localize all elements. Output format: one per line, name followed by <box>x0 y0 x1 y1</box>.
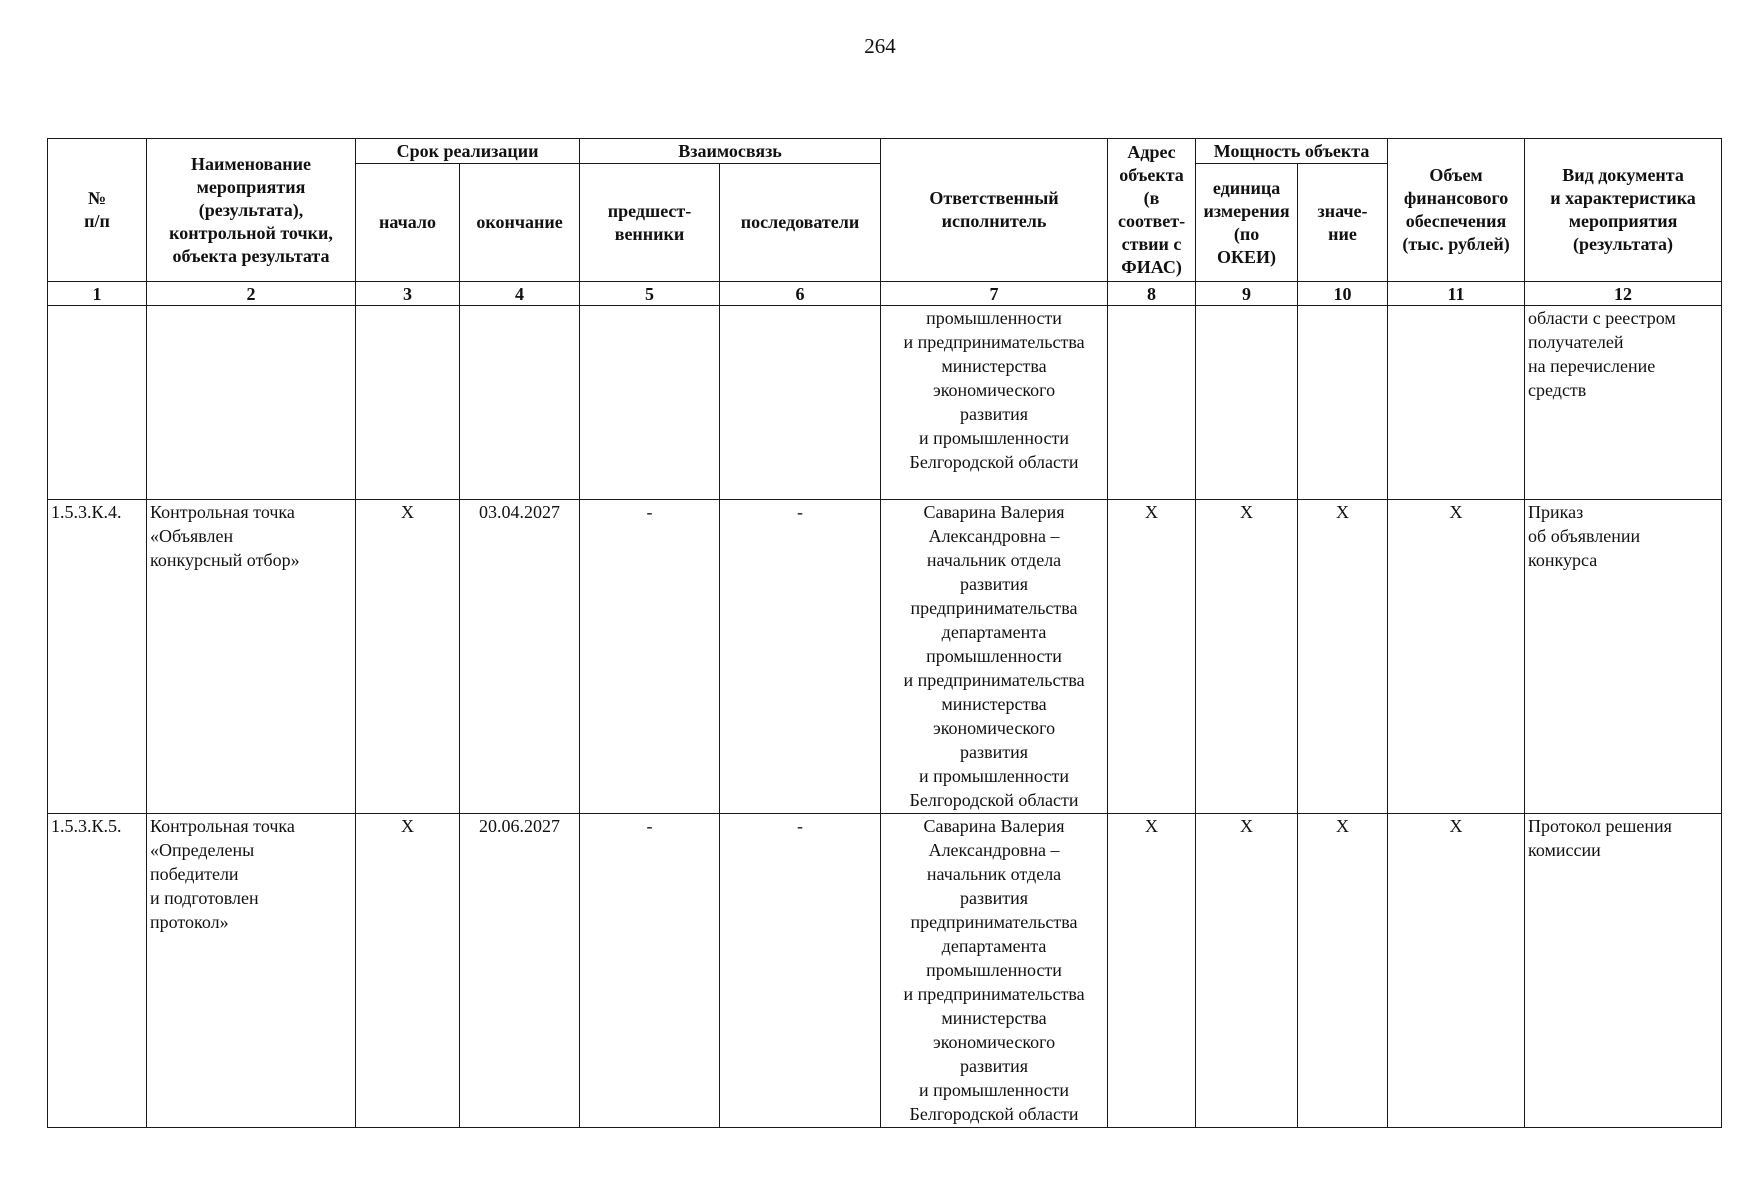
column-number: 1 <box>48 282 147 306</box>
text-line: конкурса <box>1528 550 1598 570</box>
header-term-start: начало <box>356 164 460 282</box>
column-number: 9 <box>1196 282 1298 306</box>
text-line: Приказ <box>1528 502 1584 522</box>
row-start <box>356 306 460 500</box>
column-number: 2 <box>147 282 356 306</box>
text-line: № <box>87 188 107 208</box>
text-line: и промышленности <box>919 766 1069 786</box>
header-doc-type <box>1525 139 1722 282</box>
row-value: X <box>1298 814 1388 1128</box>
text-line: измерения <box>1203 200 1290 221</box>
header-term-end: окончание <box>460 164 580 282</box>
text-line: контрольной точки, <box>169 222 333 243</box>
row-address: X <box>1108 500 1196 814</box>
row-responsible <box>881 500 1108 814</box>
column-number-row <box>48 282 1722 306</box>
table-row <box>48 814 1722 1128</box>
row-prev: - <box>580 814 720 1128</box>
text-line: департамента <box>941 622 1047 642</box>
text-line: ОКЕИ) <box>1217 246 1277 267</box>
text-line: экономического <box>932 380 1056 400</box>
text-line: средств <box>1528 380 1587 400</box>
text-line: значе- <box>1317 200 1368 221</box>
measures-table <box>47 138 1722 1128</box>
row-end <box>460 306 580 500</box>
row-unit <box>1196 306 1298 500</box>
row-address: X <box>1108 814 1196 1128</box>
text-line: начальник отдела <box>926 864 1062 884</box>
text-line: промышленности <box>926 960 1062 980</box>
row-next: - <box>720 500 881 814</box>
text-line: единица <box>1212 177 1281 198</box>
text-line: Наименование <box>191 153 311 174</box>
text-line: венники <box>614 223 685 244</box>
text-line: Протокол решения <box>1528 816 1672 836</box>
text-line: предпринимательства <box>910 912 1078 932</box>
column-number: 10 <box>1298 282 1388 306</box>
text-line: и предпринимательства <box>903 670 1085 690</box>
text-line: Контрольная точка <box>150 816 295 836</box>
column-number: 3 <box>356 282 460 306</box>
row-end: 03.04.2027 <box>460 500 580 814</box>
header-capacity-unit <box>1196 164 1298 282</box>
text-line: обеспечения <box>1405 211 1507 231</box>
header-term-group: Срок реализации <box>356 139 580 164</box>
text-line: (результата), <box>198 199 304 220</box>
text-line: мероприятия <box>1568 211 1678 231</box>
text-line: протокол» <box>150 912 229 932</box>
text-line: области с реестром <box>1528 308 1676 328</box>
column-number: 11 <box>1388 282 1525 306</box>
row-prev: - <box>580 500 720 814</box>
row-num: 1.5.3.К.5. <box>48 814 147 1128</box>
text-line: исполнитель <box>941 211 1047 231</box>
text-line: Саварина Валерия <box>923 502 1065 522</box>
text-line: развития <box>960 1056 1029 1076</box>
row-start: X <box>356 814 460 1128</box>
row-responsible <box>881 814 1108 1128</box>
text-line: (по <box>1233 223 1260 244</box>
row-doc <box>1525 500 1722 814</box>
text-line: промышленности <box>926 308 1062 328</box>
row-responsible <box>881 306 1108 500</box>
text-line: Контрольная точка <box>150 502 295 522</box>
row-finance: X <box>1388 500 1525 814</box>
text-line: Объем <box>1429 165 1483 185</box>
header-link-next: последователи <box>720 164 881 282</box>
row-doc <box>1525 306 1722 500</box>
header-address <box>1108 139 1196 282</box>
row-finance: X <box>1388 814 1525 1128</box>
header-link-group: Взаимосвязь <box>580 139 881 164</box>
row-value: X <box>1298 500 1388 814</box>
row-finance <box>1388 306 1525 500</box>
text-line: объекта <box>1119 165 1184 185</box>
text-line: соответ- <box>1117 211 1186 231</box>
text-line: и предпринимательства <box>903 332 1085 352</box>
column-number: 7 <box>881 282 1108 306</box>
text-line: на перечисление <box>1528 356 1656 376</box>
column-number: 8 <box>1108 282 1196 306</box>
column-number: 5 <box>580 282 720 306</box>
column-number: 12 <box>1525 282 1722 306</box>
text-line: промышленности <box>926 646 1062 666</box>
text-line: Александровна – <box>928 526 1060 546</box>
row-next: - <box>720 814 881 1128</box>
text-line: предшест- <box>607 200 692 221</box>
text-line: и предпринимательства <box>903 984 1085 1004</box>
row-unit: X <box>1196 500 1298 814</box>
text-line: развития <box>960 574 1029 594</box>
text-line: Вид документа <box>1562 165 1684 185</box>
text-line: предпринимательства <box>910 598 1078 618</box>
text-line: министерства <box>941 694 1047 714</box>
header-responsible <box>881 139 1108 282</box>
header-capacity-value <box>1298 164 1388 282</box>
text-line: и подготовлен <box>150 888 259 908</box>
row-value <box>1298 306 1388 500</box>
text-line: развития <box>960 742 1029 762</box>
text-line: победители <box>150 864 239 884</box>
row-name <box>147 306 356 500</box>
text-line: «Объявлен <box>150 526 234 546</box>
text-line: начальник отдела <box>926 550 1062 570</box>
text-line: и промышленности <box>919 428 1069 448</box>
text-line: конкурсный отбор» <box>150 550 300 570</box>
text-line: Белгородской области <box>909 1104 1079 1124</box>
text-line: Ответственный <box>929 188 1059 208</box>
row-num: 1.5.3.К.4. <box>48 500 147 814</box>
text-line: Белгородской области <box>909 790 1079 810</box>
text-line: п/п <box>84 211 110 231</box>
column-number: 4 <box>460 282 580 306</box>
text-line: Александровна – <box>928 840 1060 860</box>
row-start: X <box>356 500 460 814</box>
text-line: развития <box>960 404 1029 424</box>
text-line: и промышленности <box>919 1080 1069 1100</box>
text-line: получателей <box>1528 332 1624 352</box>
text-line: департамента <box>941 936 1047 956</box>
header-num <box>48 139 147 282</box>
text-line: «Определены <box>150 840 255 860</box>
text-line: Адрес <box>1127 142 1176 162</box>
row-unit: X <box>1196 814 1298 1128</box>
row-end: 20.06.2027 <box>460 814 580 1128</box>
text-line: развития <box>960 888 1029 908</box>
text-line: финансового <box>1403 188 1509 208</box>
header-link-prev <box>580 164 720 282</box>
text-line: ние <box>1328 223 1357 244</box>
page-number: 264 <box>864 34 896 58</box>
row-address <box>1108 306 1196 500</box>
text-line: (в <box>1143 188 1160 208</box>
row-num <box>48 306 147 500</box>
text-line: мероприятия <box>196 176 306 197</box>
text-line: Саварина Валерия <box>923 816 1065 836</box>
table-row <box>48 306 1722 500</box>
text-line: министерства <box>941 356 1047 376</box>
text-line: объекта результата <box>172 245 330 266</box>
text-line: министерства <box>941 1008 1047 1028</box>
table-row <box>48 500 1722 814</box>
row-prev <box>580 306 720 500</box>
text-line: экономического <box>932 718 1056 738</box>
header-row-1 <box>48 139 1722 164</box>
text-line: ФИАС) <box>1121 257 1182 277</box>
text-line: и характеристика <box>1550 188 1696 208</box>
header-capacity-group: Мощность объекта <box>1196 139 1388 164</box>
text-line: экономического <box>932 1032 1056 1052</box>
row-next <box>720 306 881 500</box>
text-line: об объявлении <box>1528 526 1641 546</box>
text-line: ствии с <box>1121 234 1182 254</box>
text-line: (тыс. рублей) <box>1402 234 1510 254</box>
row-doc <box>1525 814 1722 1128</box>
header-finance <box>1388 139 1525 282</box>
text-line: комиссии <box>1528 840 1601 860</box>
header-name <box>147 139 356 282</box>
text-line: Белгородской области <box>909 452 1079 472</box>
row-name <box>147 814 356 1128</box>
column-number: 6 <box>720 282 881 306</box>
row-name <box>147 500 356 814</box>
text-line: (результата) <box>1573 234 1674 254</box>
